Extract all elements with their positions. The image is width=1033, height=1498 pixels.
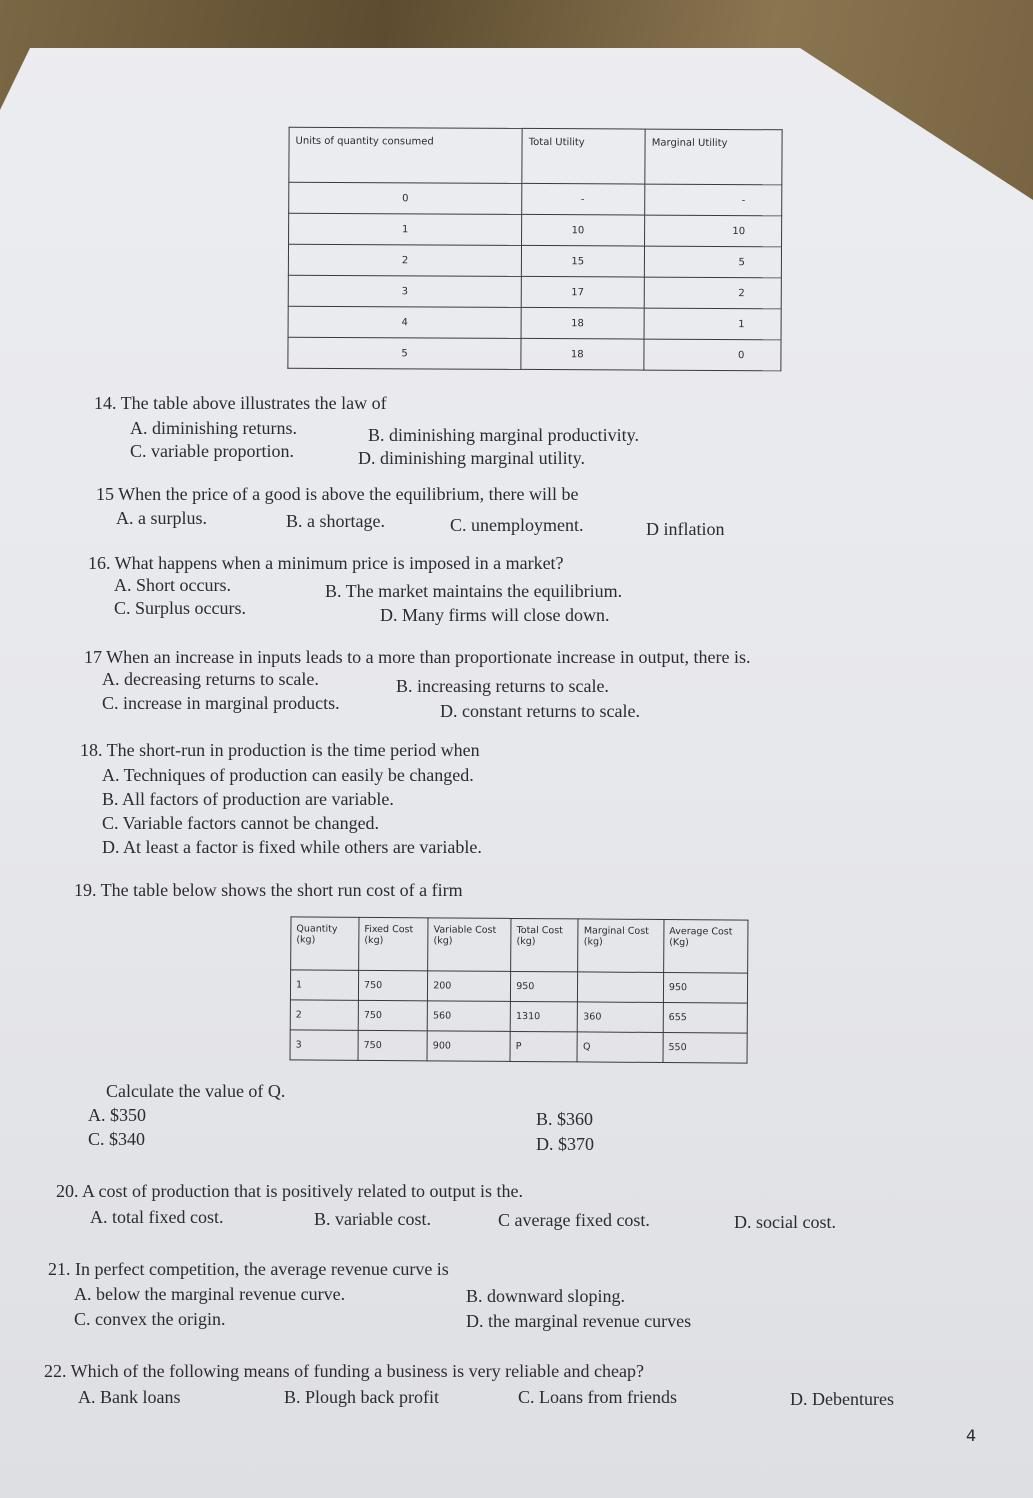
question-16-option-d: D. Many firms will close down. [380,605,610,625]
question-17-option-b: B. increasing returns to scale. [396,676,609,696]
question-19-option-b: B. $360 [536,1109,594,1129]
question-15-option-d: D inflation [646,519,725,539]
question-16-option-c: C. Surplus occurs. [114,598,246,618]
table-cell: 0 [644,339,781,371]
question-15-option-c: C. unemployment. [450,515,584,535]
cost-header-average: Average Cost (Kg) [664,920,748,974]
utility-table-header-row [289,127,782,185]
cost-header-marginal: Marginal Cost (kg) [578,919,664,973]
question-21-option-c: C. convex the origin. [74,1309,226,1329]
question-22-option-a: A. Bank loans [78,1387,181,1407]
question-20-text: 20. A cost of production that is positively related to output is the. [56,1181,523,1201]
question-18-option-d: D. At least a factor is fixed while others are variable. [102,837,482,857]
table-row [289,182,782,216]
question-18-option-c: C. Variable factors cannot be changed. [102,813,380,833]
question-19-prompt: Calculate the value of Q. [106,1081,286,1101]
question-18-option-a: A. Techniques of production can easily be changed. [102,765,474,785]
question-21-option-b: B. downward sloping. [466,1286,625,1306]
question-14-text: 14. The table above illustrates the law of [94,393,387,413]
table-row [288,337,781,371]
question-18-text: 18. The short-run in production is the time period when [80,740,480,760]
question-19-option-d: D. $370 [536,1134,594,1154]
question-22-text: 22. Which of the following means of funding a business is very reliable and cheap? [44,1361,645,1381]
table-cell: 655 [663,1003,747,1034]
table-row [290,970,747,1003]
short-run-cost-table [290,916,749,1063]
table-cell: 900 [427,1031,510,1062]
question-20-option-c: C average fixed cost. [498,1210,650,1230]
question-16-option-b: B. The market maintains the equilibrium. [325,581,623,601]
question-15-text: 15 When the price of a good is above the equilibrium, there will be [96,484,579,504]
table-row [290,1030,747,1063]
table-row [288,244,781,278]
table-cell: 2 [644,277,781,309]
table-cell: Q [577,1032,663,1063]
table-cell: 10 [645,215,782,247]
question-21-text: 21. In perfect competition, the average revenue curve is [48,1259,449,1279]
question-15-option-a: A. a surplus. [116,508,207,528]
question-14-option-d: D. diminishing marginal utility. [358,448,585,468]
cost-header-fixed: Fixed Cost (kg) [359,917,429,970]
question-14-option-b: B. diminishing marginal productivity. [368,425,639,445]
table-row [290,1000,747,1033]
table-cell: 15 [522,245,645,277]
table-cell: 950 [511,971,578,1001]
question-22-option-c: C. Loans from friends [518,1387,677,1407]
table-cell: - [645,184,782,216]
question-22-option-d: D. Debentures [790,1389,894,1409]
table-row [288,306,781,340]
question-17-option-a: A. decreasing returns to scale. [102,669,319,689]
table-cell: 10 [522,214,645,246]
question-22-option-b: B. Plough back profit [284,1387,439,1407]
question-19-option-a: A. $350 [88,1105,146,1125]
table-cell: 5 [288,337,521,369]
table-cell [578,972,664,1003]
table-cell: 360 [578,1002,664,1033]
utility-table [287,127,782,372]
table-cell: 18 [521,307,644,339]
table-cell: 0 [289,182,522,214]
table-cell: 750 [358,970,427,1000]
question-17-option-c: C. increase in marginal products. [102,693,340,713]
question-19-text: 19. The table below shows the short run cost of a firm [74,880,463,900]
cost-header-variable: Variable Cost (kg) [428,918,511,972]
table-cell: P [510,1031,577,1061]
table-row [289,213,782,247]
question-20-option-b: B. variable cost. [314,1209,431,1229]
table-cell: 1 [289,213,522,245]
table-cell: 750 [358,1030,427,1060]
question-14-option-c: C. variable proportion. [130,441,294,461]
table-cell: 2 [288,244,521,276]
table-cell: 3 [290,1030,358,1060]
utility-header-units: Units of quantity consumed [289,127,523,183]
question-14-option-a: A. diminishing returns. [130,418,297,438]
question-17-text: 17 When an increase in inputs leads to a more than proportionate increase in output, there is. [84,647,751,667]
page-number: 4 [966,1426,977,1445]
table-cell: 2 [290,1000,358,1030]
question-19-option-c: C. $340 [88,1129,146,1149]
utility-header-marginal: Marginal Utility [645,129,782,185]
cost-header-total: Total Cost (kg) [511,918,579,971]
question-20-option-a: A. total fixed cost. [90,1207,224,1227]
table-cell: 1 [644,308,781,340]
table-cell: 4 [288,306,521,338]
question-16-text: 16. What happens when a minimum price is imposed in a market? [88,553,564,573]
table-cell: 17 [521,276,644,308]
question-17-option-d: D. constant returns to scale. [440,701,640,721]
utility-header-total: Total Utility [522,128,645,184]
cost-table-header-row [291,917,748,973]
table-cell: 3 [288,275,521,307]
table-cell: 5 [645,246,782,278]
table-cell: 18 [521,338,644,370]
question-18-option-b: B. All factors of production are variable. [102,789,394,809]
table-cell: 750 [358,1000,427,1030]
cost-header-quantity: Quantity (kg) [291,917,359,970]
table-cell: 950 [663,973,747,1004]
table-cell: 1 [290,970,358,1000]
question-20-option-d: D. social cost. [734,1212,836,1232]
question-15-option-b: B. a shortage. [286,511,385,531]
question-21-option-a: A. below the marginal revenue curve. [74,1284,346,1304]
question-21-option-d: D. the marginal revenue curves [466,1311,692,1331]
table-cell: 550 [663,1033,747,1064]
table-cell: 200 [428,971,511,1002]
table-cell: 1310 [510,1001,577,1031]
table-cell: 560 [427,1001,510,1032]
table-row [288,275,781,309]
question-16-option-a: A. Short occurs. [114,575,231,595]
table-cell: - [522,183,645,215]
